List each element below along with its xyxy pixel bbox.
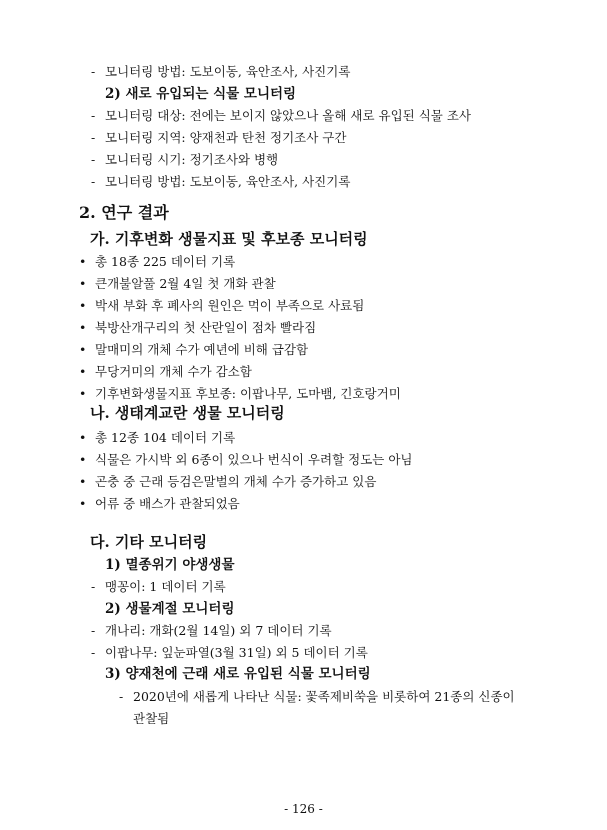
bullet-item: • 기후변화생물지표 후보종: 이팝나무, 도마뱀, 긴호랑거미 xyxy=(79,386,401,401)
bullet-item: • 곤충 중 근래 등검은말벌의 개체 수가 증가하고 있음 xyxy=(79,474,377,489)
dash-marker: - xyxy=(91,130,96,145)
bullet-item: • 큰개불알풀 2월 4일 첫 개화 관찰 xyxy=(79,276,276,291)
bullet-item: • 무당거미의 개체 수가 감소함 xyxy=(79,364,252,379)
dash-marker: - xyxy=(91,579,96,594)
bullet-item: • 총 12종 104 데이터 기록 xyxy=(79,430,236,445)
bullet-item: • 총 18종 225 데이터 기록 xyxy=(79,254,236,269)
bullet-item: • 박새 부화 후 폐사의 원인은 먹이 부족으로 사료됨 xyxy=(79,298,365,313)
list-item: - 모니터링 방법: 도보이동, 육안조사, 사진기록 xyxy=(91,174,351,189)
bullet-item: • 어류 중 배스가 관찰되었음 xyxy=(79,496,240,511)
dash-marker: - xyxy=(91,64,96,79)
da-heading-1: 1) 멸종위기 야생생물 xyxy=(105,557,235,573)
bullet-item: • 식물은 가시박 외 6종이 있으나 번식이 우려할 정도는 아님 xyxy=(79,452,413,467)
list-item: - 2020년에 새롭게 나타난 식물: 꽃족제비쑥을 비롯하여 21종의 신종이 xyxy=(119,689,515,704)
da-heading-3: 3) 양재천에 근래 새로 유입된 식물 모니터링 xyxy=(105,666,371,682)
bullet-marker: • xyxy=(79,276,87,291)
section-title: 2. 연구 결과 xyxy=(79,203,169,222)
bullet-marker: • xyxy=(79,474,87,489)
bullet-marker: • xyxy=(79,320,87,335)
bullet-item: • 북방산개구리의 첫 산란일이 점차 빨라짐 xyxy=(79,320,317,335)
dash-marker: - xyxy=(119,689,124,704)
subsection-title-da: 다. 기타 모니터링 xyxy=(90,533,208,551)
bullet-item: • 말매미의 개체 수가 예년에 비해 급감함 xyxy=(79,342,309,357)
subsection-title-ga: 가. 기후변화 생물지표 및 후보종 모니터링 xyxy=(90,230,368,248)
bullet-marker: • xyxy=(79,452,87,467)
list-item: - 모니터링 지역: 양재천과 탄천 정기조사 구간 xyxy=(91,130,347,145)
list-item: - 모니터링 대상: 전에는 보이지 않았으나 올해 새로 유입된 식물 조사 xyxy=(91,108,471,123)
list-item: - 모니터링 방법: 도보이동, 육안조사, 사진기록 xyxy=(91,64,351,79)
dash-marker: - xyxy=(91,152,96,167)
subsection-heading: 2) 새로 유입되는 식물 모니터링 xyxy=(105,86,297,102)
dash-marker: - xyxy=(91,623,96,638)
dash-marker: - xyxy=(91,174,96,189)
bullet-marker: • xyxy=(79,364,87,379)
list-item: - 모니터링 시기: 정기조사와 병행 xyxy=(91,152,279,167)
page-number: - 126 - xyxy=(284,802,323,816)
dash-marker: - xyxy=(91,108,96,123)
list-item: - 맹꽁이: 1 데이터 기록 xyxy=(91,579,226,594)
bullet-marker: • xyxy=(79,254,87,269)
bullet-marker: • xyxy=(79,386,87,401)
bullet-marker: • xyxy=(79,298,87,313)
subsection-title-na: 나. 생태계교란 생물 모니터링 xyxy=(90,404,285,422)
da-heading-2: 2) 생물계절 모니터링 xyxy=(105,601,235,617)
dash-marker: - xyxy=(91,645,96,660)
bullet-marker: • xyxy=(79,430,87,445)
bullet-marker: • xyxy=(79,496,87,511)
bullet-marker: • xyxy=(79,342,87,357)
list-item: - 개나리: 개화(2월 14일) 외 7 데이터 기록 xyxy=(91,623,332,638)
list-item: - 이팝나무: 잎눈파열(3월 31일) 외 5 데이터 기록 xyxy=(91,645,368,660)
list-item-continuation: 관찰됨 xyxy=(133,711,170,726)
